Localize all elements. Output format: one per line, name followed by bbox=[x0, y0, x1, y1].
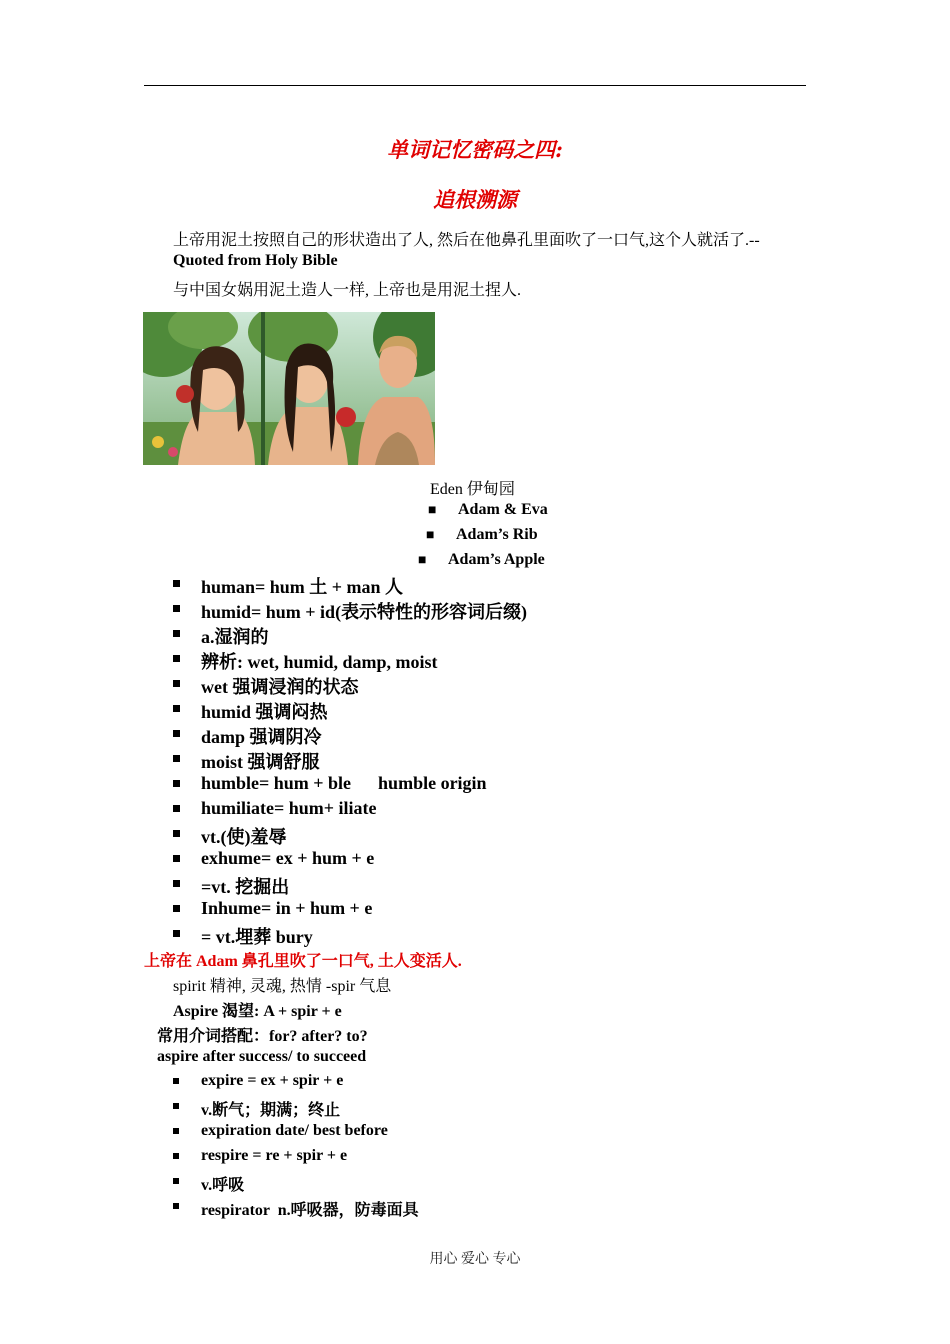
bullet-square bbox=[173, 1078, 179, 1084]
intro-line-3: 与中国女娲用泥土造人一样, 上帝也是用泥土捏人. bbox=[173, 282, 522, 299]
bullet-square bbox=[173, 855, 180, 862]
header-rule bbox=[144, 85, 806, 86]
aspire-example-line: aspire after success/ to succeed bbox=[157, 1048, 367, 1065]
bullet-square bbox=[173, 805, 180, 812]
bullet-square bbox=[173, 1203, 179, 1209]
bullet-square bbox=[173, 1153, 179, 1159]
bullet-square bbox=[173, 705, 180, 712]
center-item-adam-rib: Adam’s Rib bbox=[456, 526, 538, 543]
caption-eden: Eden 伊甸园 bbox=[430, 481, 515, 498]
page-subtitle: 追根溯源 bbox=[433, 187, 517, 212]
page-title: 单词记忆密码之四: bbox=[387, 137, 563, 162]
bullet-square bbox=[173, 655, 180, 662]
page-footer: 用心 爱心 专心 bbox=[429, 1252, 521, 1267]
bullet-square bbox=[173, 780, 180, 787]
intro-line-2: Quoted from Holy Bible bbox=[173, 252, 338, 269]
bullet-square bbox=[173, 605, 180, 612]
bullet-square: ■ bbox=[428, 503, 437, 518]
bullet-square bbox=[173, 1128, 179, 1134]
bullet-square bbox=[173, 1103, 179, 1109]
bullet-square: ■ bbox=[418, 553, 427, 568]
bullet-square bbox=[173, 830, 180, 837]
bullet-square bbox=[173, 630, 180, 637]
preposition-line: 常用介词搭配：for? after? to? bbox=[157, 1028, 368, 1045]
bullet-square bbox=[173, 880, 180, 887]
intro-line-1: 上帝用泥土按照自己的形状造出了人, 然后在他鼻孔里面吹了一口气,这个人就活了.-- bbox=[173, 232, 760, 249]
center-item-adam-eva: Adam & Eva bbox=[458, 501, 548, 518]
aspire-line: Aspire 渴望: A + spir + e bbox=[173, 1003, 342, 1020]
center-item-adam-apple: Adam’s Apple bbox=[448, 551, 545, 568]
spirit-line: spirit 精神, 灵魂, 热情 -spir 气息 bbox=[173, 978, 392, 995]
bullet-square bbox=[173, 680, 180, 687]
bullet-square bbox=[173, 930, 180, 937]
bullet-square bbox=[173, 1178, 179, 1184]
bullet-square bbox=[173, 580, 180, 587]
bullet-square bbox=[173, 755, 180, 762]
adam-eve-illustration bbox=[143, 312, 435, 465]
bullet-square bbox=[173, 730, 180, 737]
bullet-square: ■ bbox=[426, 528, 435, 543]
bullet-square bbox=[173, 905, 180, 912]
red-highlight-line: 上帝在 Adam 鼻孔里吹了一口气, 土人变活人. bbox=[144, 953, 462, 970]
